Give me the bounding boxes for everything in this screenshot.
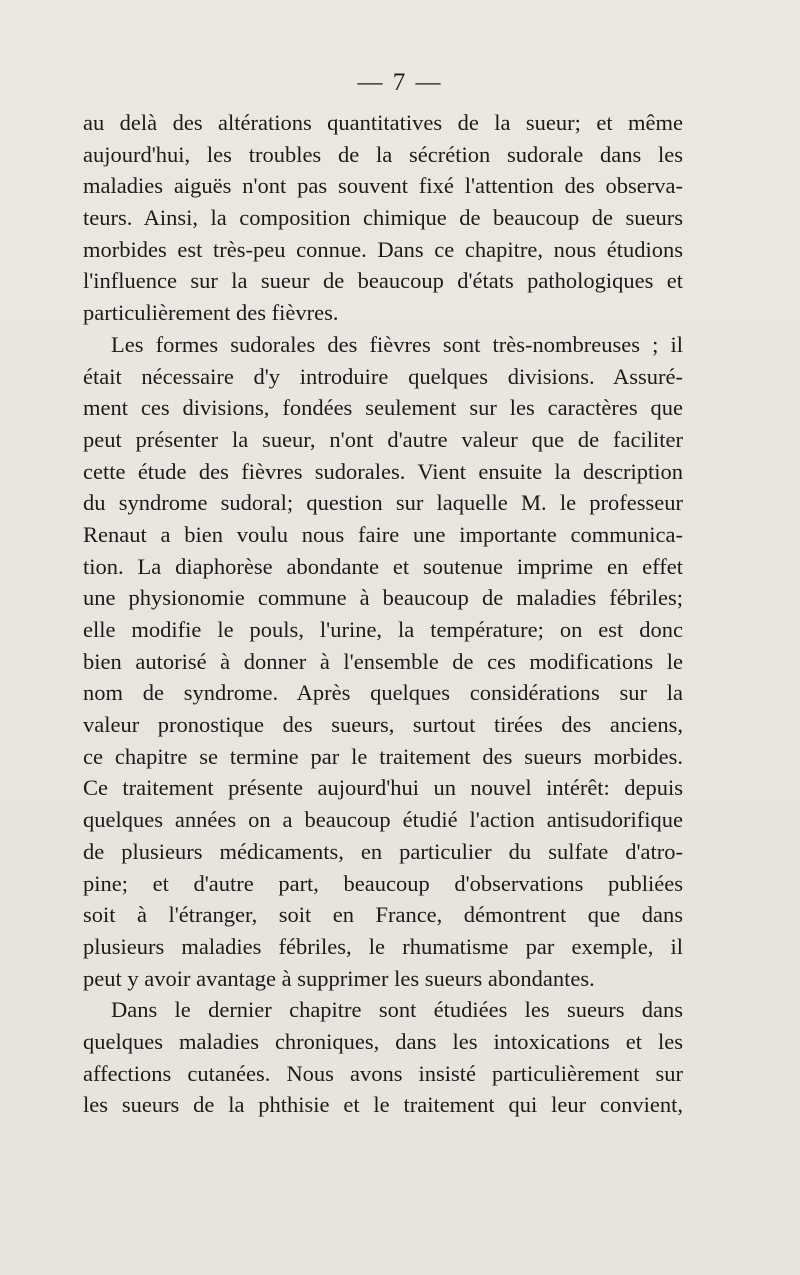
- text-line: bien autorisé à donner à l'ensemble de ces modifications le: [83, 648, 683, 674]
- text-line: nom de syndrome. Après quelques considérations sur la: [83, 680, 683, 706]
- text-line: cette étude des fièvres sudorales. Vient ensuite la description: [83, 458, 683, 484]
- text-line: aujourd'hui, les troubles de la sécrétion sudorale dans les: [83, 141, 683, 167]
- text-line: plusieurs maladies fébriles, le rhumatisme par exemple, il: [83, 933, 683, 959]
- text-line: était nécessaire d'y introduire quelques divisions. Assuré-: [83, 363, 683, 389]
- text-line: au delà des altérations quantitatives de la sueur; et même: [83, 110, 683, 135]
- text-line: elle modifie le pouls, l'urine, la température; on est donc: [83, 617, 683, 642]
- text-line: peut présenter la sueur, n'ont d'autre valeur que de faciliter: [83, 426, 683, 452]
- text-line: peut y avoir avantage à supprimer les sueurs abondantes.: [83, 965, 595, 991]
- text-line: morbides est très-peu connue. Dans ce chapitre, nous étudions: [83, 236, 683, 262]
- text-line: de plusieurs médicaments, en particulier du sulfate d'atro-: [83, 838, 683, 864]
- text-line: particulièrement des fièvres.: [83, 300, 339, 326]
- text-line: tion. La diaphorèse abondante et soutenue imprime en effet: [83, 553, 683, 579]
- text-line: Dans le dernier chapitre sont étudiées les sueurs dans: [111, 997, 683, 1023]
- text-line: Renaut a bien voulu nous faire une importante communica-: [83, 521, 683, 547]
- page-number: — 7 —: [357, 69, 443, 96]
- text-line: une physionomie commune à beaucoup de maladies fébriles;: [83, 585, 683, 611]
- text-line: ce chapitre se termine par le traitement des sueurs morbides.: [83, 743, 683, 769]
- text-line: soit à l'étranger, soit en France, démontrent que dans: [83, 902, 683, 928]
- text-line: teurs. Ainsi, la composition chimique de beaucoup de sueurs: [83, 205, 683, 231]
- text-line: quelques maladies chroniques, dans les intoxications et les: [83, 1028, 683, 1054]
- text-line: les sueurs de la phthisie et le traitement qui leur convient,: [83, 1092, 683, 1118]
- text-line: quelques années on a beaucoup étudié l'action antisudorifique: [83, 807, 683, 833]
- text-line: affections cutanées. Nous avons insisté particulièrement sur: [83, 1060, 683, 1086]
- text-line: Les formes sudorales des fièvres sont très-nombreuses ; il: [111, 331, 683, 357]
- text-line: valeur pronostique des sueurs, surtout tirées des anciens,: [83, 712, 683, 738]
- text-line: Ce traitement présente aujourd'hui un nouvel intérêt: depuis: [83, 775, 683, 801]
- text-line: pine; et d'autre part, beaucoup d'observations publiées: [83, 870, 683, 896]
- text-line: du syndrome sudoral; question sur laquelle M. le professeur: [83, 490, 683, 516]
- text-line: l'influence sur la sueur de beaucoup d'états pathologiques et: [83, 268, 683, 294]
- text-line: ment ces divisions, fondées seulement sur les caractères que: [83, 395, 683, 421]
- body-text: [83, 107, 683, 1121]
- text-line: maladies aiguës n'ont pas souvent fixé l'attention des observa-: [83, 173, 683, 199]
